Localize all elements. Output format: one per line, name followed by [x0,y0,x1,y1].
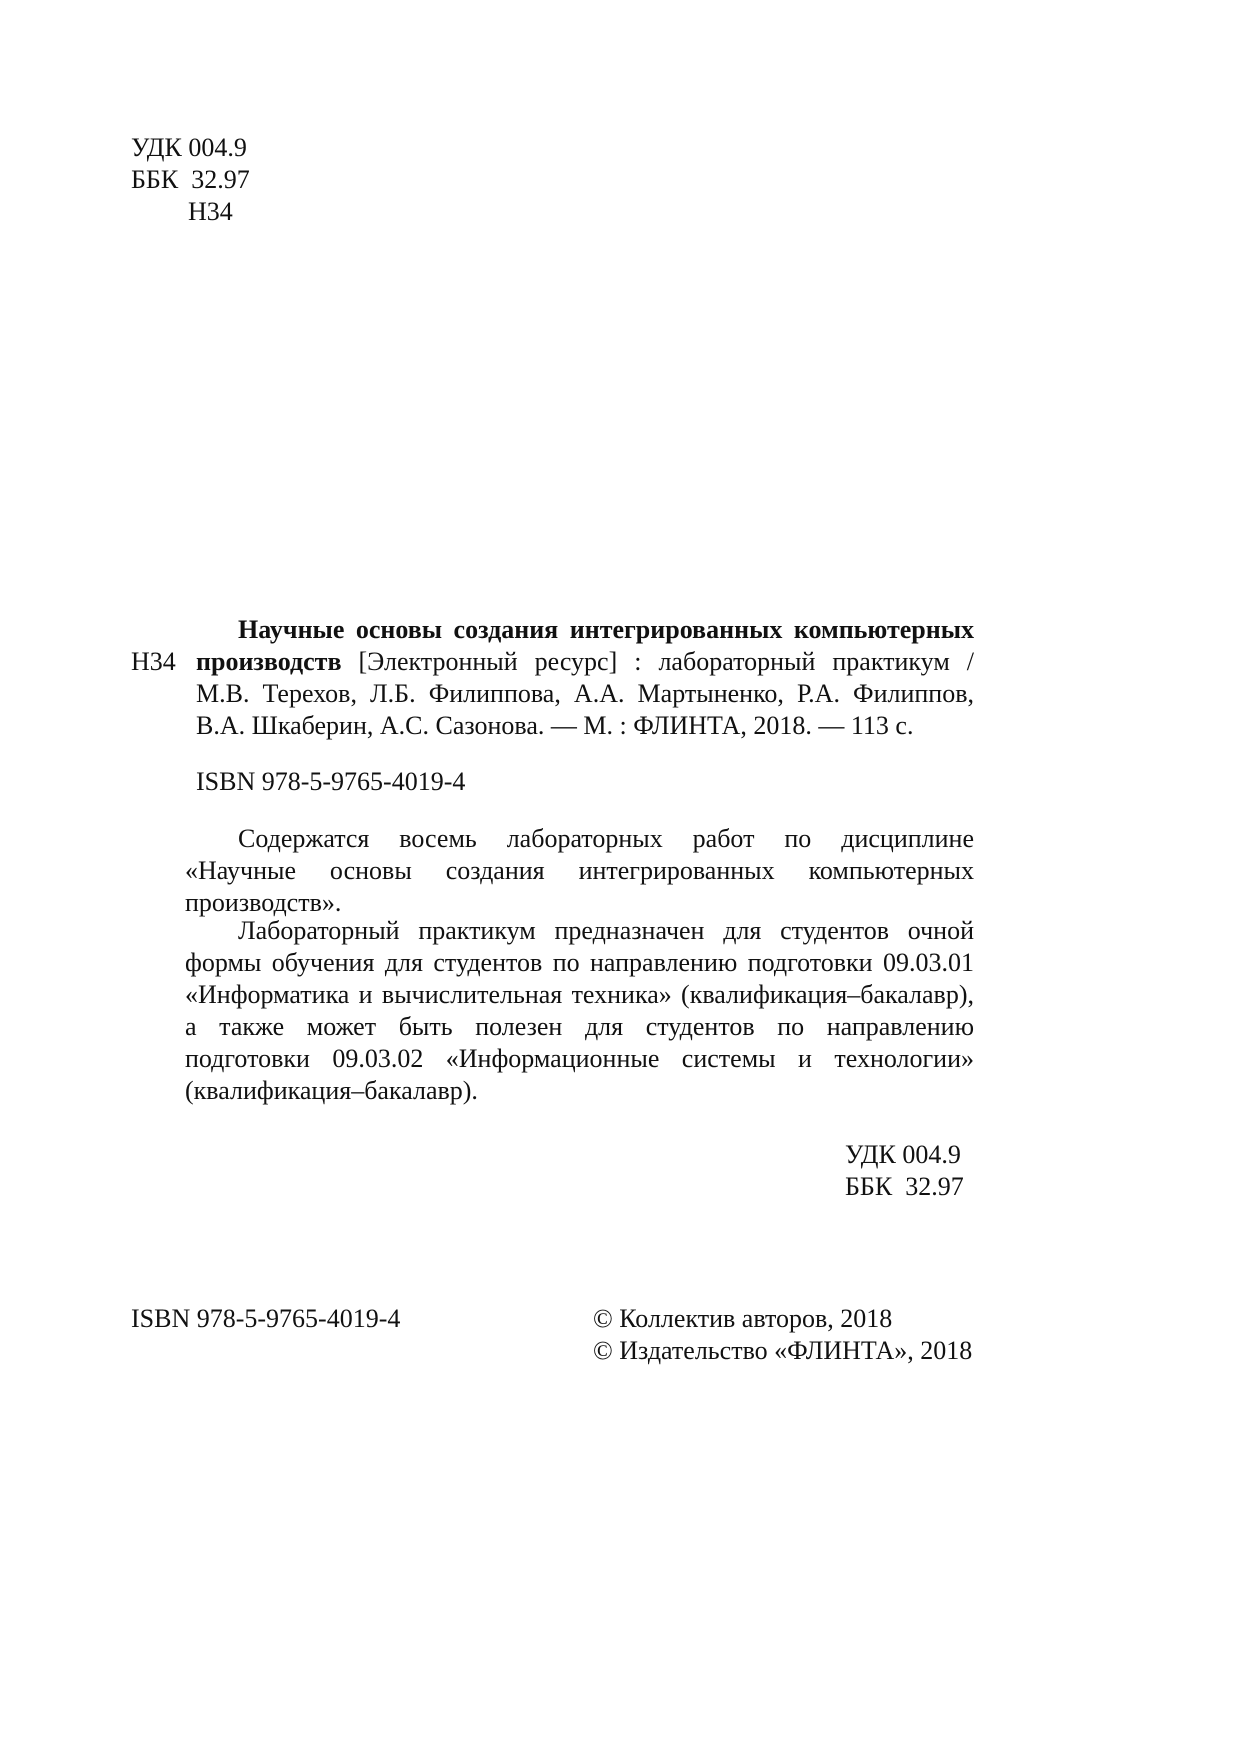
header-bbk: ББК 32.97 [131,165,250,194]
copyright-publisher: © Издательство «ФЛИНТА», 2018 [593,1336,973,1365]
record-authors-line1: М.В. Терехов, Л.Б. Филиппова, А.А. Мартыненко, Р.А. Филиппов, [196,679,974,708]
annotation-p2-line4: а также может быть полезен для студентов по направлению [185,1012,974,1041]
annotation-p2-line1: Лабораторный практикум предназначен для студентов очной [238,916,974,945]
annotation-p1-line2: «Научные основы создания интегрированных компьютерных [185,856,974,885]
record-isbn: ISBN 978-5-9765-4019-4 [196,767,466,796]
annotation-p2-line2: формы обучения для студентов по направлению подготовки 09.03.01 [185,948,974,977]
copyright-authors: © Коллектив авторов, 2018 [593,1304,893,1333]
annotation-p2-line6: (квалификация–бакалавр). [185,1076,478,1105]
annotation-p1-line3: производств». [185,888,342,917]
record-author-sign: Н34 [131,647,176,676]
footer-udk: УДК 004.9 [845,1140,961,1169]
annotation-p2-line5: подготовки 09.03.02 «Информационные системы и технологии» [185,1044,974,1073]
bottom-isbn: ISBN 978-5-9765-4019-4 [131,1304,401,1333]
record-title-line2: производств [Электронный ресурс] : лабораторный практикум / [196,647,974,676]
record-authors-line2: В.А. Шкаберин, А.С. Сазонова. — М. : ФЛИНТА, 2018. — 113 с. [196,711,914,740]
record-title-line1: Научные основы создания интегрированных компьютерных [238,615,974,644]
header-author-sign: Н34 [188,197,233,226]
annotation-p1-line1: Содержатся восемь лабораторных работ по дисциплине [238,824,974,853]
footer-bbk: ББК 32.97 [845,1172,964,1201]
header-udk: УДК 004.9 [131,133,247,162]
annotation-p2-line3: «Информатика и вычислительная техника» (квалификация–бакалавр), [185,980,974,1009]
